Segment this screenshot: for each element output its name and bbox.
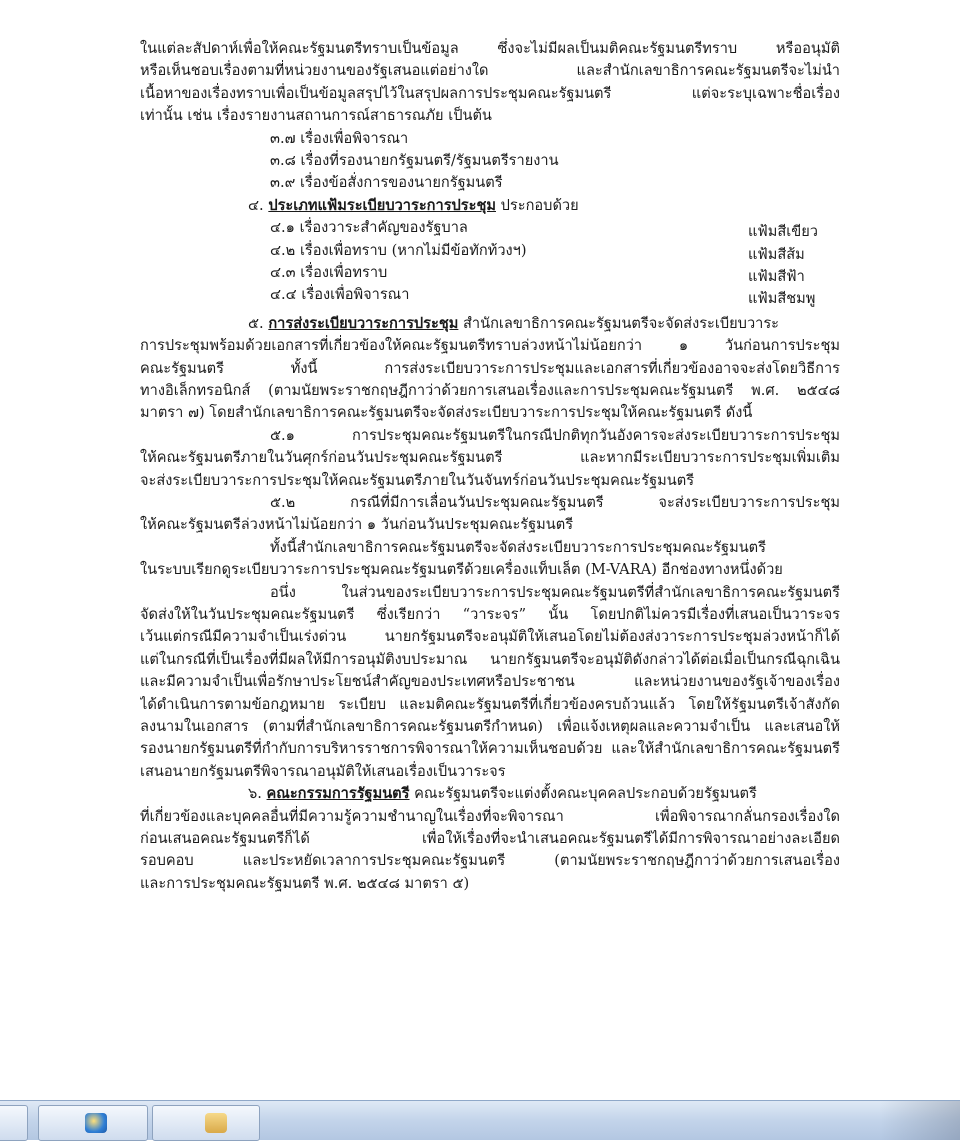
browser-icon xyxy=(85,1113,107,1133)
folder-item-label: ๔.๒ เรื่องเพื่อทราบ (หากไม่มีข้อทักท้วงฯ) xyxy=(270,241,527,259)
taskbar-button-browser[interactable] xyxy=(38,1105,148,1141)
paragraph-line: ในระบบเรียกดูระเบียบวาระการประชุมคณะรัฐมนตรีด้วยเครื่องแท็บเล็ต (M-VARA) อีกช่องทางหนึ่งด้วย xyxy=(140,561,783,579)
paragraph-line: มาตรา ๗) โดยสำนักเลขาธิการคณะรัฐมนตรีจะจัดส่งระเบียบวาระการประชุมให้คณะรัฐมนตรี ดังนี้ xyxy=(140,404,753,422)
paragraph-line: ลงนามในเอกสาร (ตามที่สำนักเลขาธิการคณะรัฐมนตรีกำหนด) เพื่อแจ้งเหตุผลและความจำเป็น และเสนอให้ xyxy=(140,718,840,735)
paragraph-line: ที่เกี่ยวข้องและบุคคลอื่นที่มีความรู้ความชำนาญในเรื่องที่จะพิจารณา เพื่อพิจารณากลั่นกรองเรื่องใด xyxy=(140,807,840,825)
paragraph-line: คณะรัฐมนตรี ทั้งนี้ การส่งระเบียบวาระการประชุมและเอกสารที่เกี่ยวข้องอาจจะส่งโดยวิธีการ xyxy=(140,359,840,377)
paragraph-line: ก่อนเสนอคณะรัฐมนตรีก็ได้ เพื่อให้เรื่องที่จะนำเสนอคณะรัฐมนตรีได้มีการพิจารณาอย่างละเอียด xyxy=(140,830,840,847)
taskbar-button-1[interactable] xyxy=(0,1105,28,1141)
section-heading: คณะกรรมการรัฐมนตรี xyxy=(266,785,410,803)
section-number: ๕. xyxy=(248,314,264,332)
paragraph-line: เว้นแต่กรณีมีความจำเป็นเร่งด่วน นายกรัฐมนตรีจะอนุมัติให้เสนอโดยไม่ต้องส่งวาระการประชุมล่วงหน้าก็ได้ xyxy=(140,628,840,646)
paragraph-line: เสนอนายกรัฐมนตรีพิจารณาอนุมัติให้เสนอเรื่องเป็นวาระจร xyxy=(140,762,506,780)
paragraph-first-line: ทั้งนี้สำนักเลขาธิการคณะรัฐมนตรีจะจัดส่งระเบียบวาระการประชุมคณะรัฐมนตรี xyxy=(270,538,766,556)
section-text: ประกอบด้วย xyxy=(496,196,579,214)
paragraph-first-line: อนึ่ง ในส่วนของระเบียบวาระการประชุมคณะรัฐมนตรีที่สำนักเลขาธิการคณะรัฐมนตรี xyxy=(270,583,840,601)
section-heading: การส่งระเบียบวาระการประชุม xyxy=(268,314,459,332)
paragraph-line: จะส่งระเบียบวาระการประชุมให้คณะรัฐมนตรีภายในวันจันทร์ก่อนวันประชุมคณะรัฐมนตรี xyxy=(140,471,695,489)
paragraph-line: แต่ในกรณีที่เป็นเรื่องที่มีผลให้มีการอนุมัติงบประมาณ นายกรัฐมนตรีจะอนุมัติดังกล่าวได้ต่อเมื่อเป็นกรณีฉุกเฉิน xyxy=(140,650,840,668)
list-item: ๓.๙ เรื่องข้อสั่งการของนายกรัฐมนตรี xyxy=(270,174,503,192)
section-4-heading xyxy=(248,195,579,217)
paragraph-line: การประชุมพร้อมด้วยเอกสารที่เกี่ยวข้องให้คณะรัฐมนตรีทราบล่วงหน้าไม่น้อยกว่า ๑ วันก่อนการประชุม xyxy=(140,337,840,355)
section-heading: ประเภทแฟ้มระเบียบวาระการประชุม xyxy=(268,196,496,214)
paragraph-first-line: ๕.๒ กรณีที่มีการเลื่อนวันประชุมคณะรัฐมนตรี จะส่งระเบียบวาระการประชุม xyxy=(270,494,840,511)
paragraph-line: และมีความจำเป็นเพื่อรักษาประโยชน์สำคัญของประเทศหรือประชาชน และหน่วยงานของรัฐเจ้าของเรื่อง xyxy=(140,673,840,691)
folder-item-label: ๔.๔ เรื่องเพื่อพิจารณา xyxy=(270,286,410,304)
taskbar-right-area xyxy=(880,1101,960,1140)
folder-color-label: แฟ้มสีชมพู xyxy=(748,290,816,308)
paragraph-line: ได้ดำเนินการตามข้อกฎหมาย ระเบียบ และมติคณะรัฐมนตรีที่เกี่ยวข้องครบถ้วนแล้ว โดยให้รัฐมนตรีเจ้าสังกัด xyxy=(140,695,840,713)
folder-color-label: แฟ้มสีฟ้า xyxy=(748,268,805,285)
folder-color-label: แฟ้มสีส้ม xyxy=(748,245,805,263)
paragraph-line: ในแต่ละสัปดาห์เพื่อให้คณะรัฐมนตรีทราบเป็นข้อมูล ซึ่งจะไม่มีผลเป็นมติคณะรัฐมนตรีทราบ หรืออนุมัติ xyxy=(140,40,840,57)
folder-item-label: ๔.๑ เรื่องวาระสำคัญของรัฐบาล xyxy=(270,219,468,237)
folder-icon xyxy=(205,1113,227,1133)
paragraph-line: จัดส่งให้ในวันประชุมคณะรัฐมนตรี ซึ่งเรียกว่า “วาระจร” นั้น โดยปกติไม่ควรมีเรื่องที่เสนอเป็นวาระจร xyxy=(140,606,840,623)
paragraph-line: เท่านั้น เช่น เรื่องรายงานสถานการณ์สาธารณภัย เป็นต้น xyxy=(140,107,492,125)
paragraph-line: และการประชุมคณะรัฐมนตรี พ.ศ. ๒๕๔๘ มาตรา ๕) xyxy=(140,874,470,892)
paragraph-line: ทางอิเล็กทรอนิกส์ (ตามนัยพระราชกฤษฎีกาว่าด้วยการเสนอเรื่องและการประชุมคณะรัฐมนตรี พ.ศ. ๒๕๔๘ xyxy=(140,382,840,399)
paragraph-line: รอบคอบ และประหยัดเวลาการประชุมคณะรัฐมนตรี (ตามนัยพระราชกฤษฎีกาว่าด้วยการเสนอเรื่อง xyxy=(140,852,840,870)
paragraph-line: หรือเห็นชอบเรื่องตามที่หน่วยงานของรัฐเสนอแต่อย่างใด และสำนักเลขาธิการคณะรัฐมนตรีจะไม่นำ xyxy=(140,62,840,80)
taskbar-button-folder[interactable] xyxy=(152,1105,260,1141)
section-number: ๔. xyxy=(248,196,264,214)
section-number: ๖. xyxy=(248,785,262,803)
taskbar xyxy=(0,1100,960,1140)
paragraph-line: ให้คณะรัฐมนตรีล่วงหน้าไม่น้อยกว่า ๑ วันก่อนวันประชุมคณะรัฐมนตรี xyxy=(140,516,574,534)
section-text: คณะรัฐมนตรีจะแต่งตั้งคณะบุคคลประกอบด้วยรัฐมนตรี xyxy=(409,785,757,803)
section-6-heading xyxy=(248,783,757,805)
folder-color-label: แฟ้มสีเขียว xyxy=(748,223,818,241)
paragraph-line: รองนายกรัฐมนตรีที่กำกับการบริหารราชการพิจารณาให้ความเห็นชอบด้วย และให้สำนักเลขาธิการคณะรัฐมนตรี xyxy=(140,740,840,758)
folder-item-label: ๔.๓ เรื่องเพื่อทราบ xyxy=(270,264,388,281)
section-5-heading xyxy=(248,313,779,335)
list-item: ๓.๗ เรื่องเพื่อพิจารณา xyxy=(270,129,409,147)
paragraph-line: ให้คณะรัฐมนตรีภายในวันศุกร์ก่อนวันประชุมคณะรัฐมนตรี และหากมีระเบียบวาระการประชุมเพิ่มเติม xyxy=(140,449,840,467)
section-text: สำนักเลขาธิการคณะรัฐมนตรีจะจัดส่งระเบียบวาระ xyxy=(458,314,780,332)
list-item: ๓.๘ เรื่องที่รองนายกรัฐมนตรี/รัฐมนตรีรายงาน xyxy=(270,152,559,169)
paragraph-first-line: ๕.๑ การประชุมคณะรัฐมนตรีในกรณีปกติทุกวันอังคารจะส่งระเบียบวาระการประชุม xyxy=(270,426,840,444)
paragraph-line: เนื้อหาของเรื่องทราบเพื่อเป็นข้อมูลสรุปไว้ในสรุปผลการประชุมคณะรัฐมนตรี แต่จะระบุเฉพาะชื่อเรื่อง xyxy=(140,84,840,102)
